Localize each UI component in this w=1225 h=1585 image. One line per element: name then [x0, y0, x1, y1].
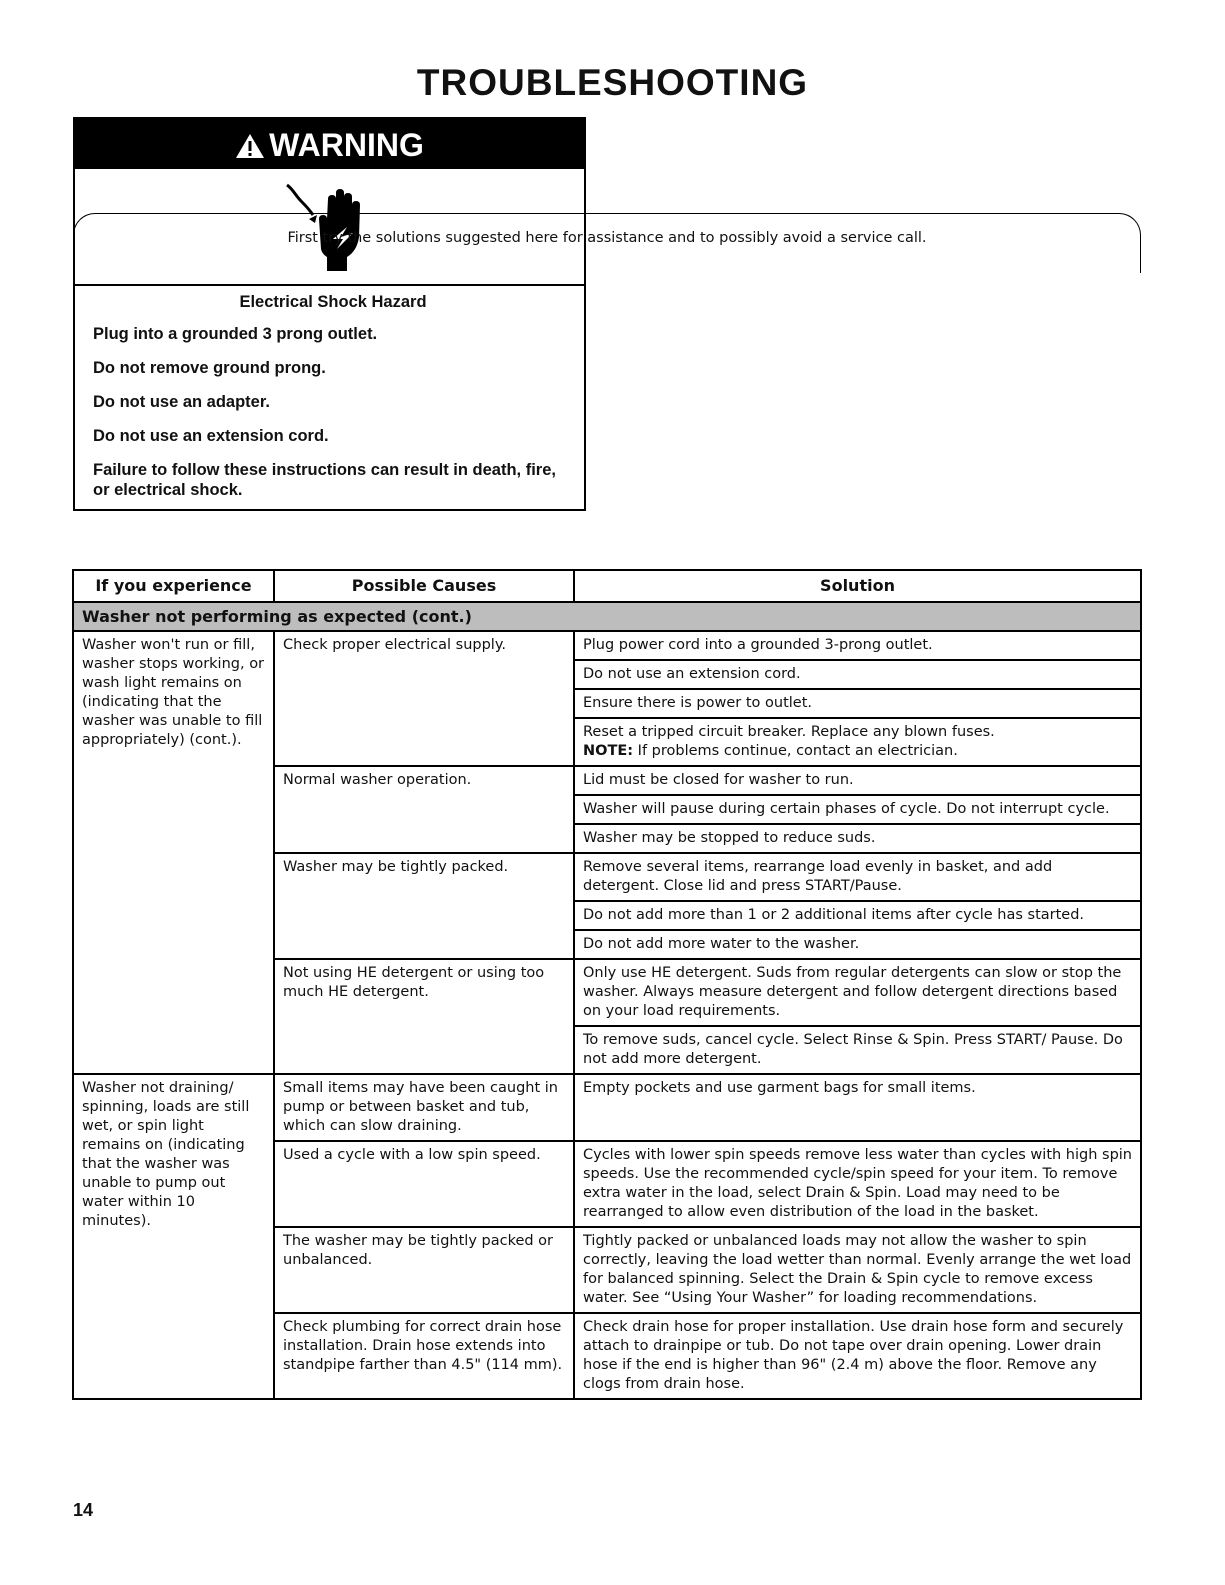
page-number: 14: [73, 1500, 94, 1520]
table-row: [73, 1074, 1141, 1141]
cause-cell: Not using HE detergent or using too much HE detergent.: [274, 959, 574, 1074]
solution-cell: Washer may be stopped to reduce suds.: [574, 824, 1141, 853]
solution-text: Reset a tripped circuit breaker. Replace any blown fuses.: [583, 724, 995, 740]
warning-text: [93, 292, 573, 514]
solution-cell: Do not add more than 1 or 2 additional items after cycle has started.: [574, 901, 1141, 930]
solution-cell: Check drain hose for proper installation. Use drain hose form and securely attach to drainpipe or tub. Do not tape over drain opening. Lower drain hose if the end is higher than 96" (2.4 m) above the floor. Remove any clogs from drain hose.: [574, 1313, 1141, 1399]
note-text: If problems continue, contact an electrician.: [633, 743, 958, 759]
solution-cell: Cycles with lower spin speeds remove less water than cycles with high spin speeds. Use the recommended cycle/spin speed for your item. To remove extra water in the load, select Drain & Spin. Load may need to be rearranged to allow even distribution of the load in the basket.: [574, 1141, 1141, 1227]
warning-line: Failure to follow these instructions can result in death, fire, or electrical shock.: [93, 461, 556, 499]
cause-cell: Washer may be tightly packed.: [274, 853, 574, 959]
solution-cell: Plug power cord into a grounded 3-prong outlet.: [574, 631, 1141, 660]
column-header: If you experience: [73, 570, 274, 602]
page-title: TROUBLESHOOTING: [416, 62, 809, 103]
warning-line: Do not use an adapter.: [93, 393, 270, 411]
solution-cell: [574, 718, 1141, 766]
cause-cell: Normal washer operation.: [274, 766, 574, 853]
solution-cell: Washer will pause during certain phases of cycle. Do not interrupt cycle.: [574, 795, 1141, 824]
hazard-title: Electrical Shock Hazard: [239, 293, 427, 311]
solution-cell: Ensure there is power to outlet.: [574, 689, 1141, 718]
cause-cell: Small items may have been caught in pump or between basket and tub, which can slow draining.: [274, 1074, 574, 1141]
section-row: [73, 602, 1141, 631]
cause-cell: Used a cycle with a low spin speed.: [274, 1141, 574, 1227]
cause-cell: Check plumbing for correct drain hose installation. Drain hose extends into standpipe farther than 4.5" (114 mm).: [274, 1313, 574, 1399]
column-header: Solution: [574, 570, 1141, 602]
column-header: Possible Causes: [274, 570, 574, 602]
solution-cell: Only use HE detergent. Suds from regular detergents can slow or stop the washer. Always measure detergent and follow detergent directions based on your load requirements.: [574, 959, 1141, 1026]
warning-header: [75, 119, 584, 169]
section-title: Washer not performing as expected (cont.): [73, 602, 1141, 631]
solution-cell: Empty pockets and use garment bags for small items.: [574, 1074, 1141, 1141]
note-label: NOTE:: [583, 743, 634, 759]
cause-cell: The washer may be tightly packed or unbalanced.: [274, 1227, 574, 1313]
warning-title: WARNING: [269, 127, 424, 163]
solution-cell: Remove several items, rearrange load evenly in basket, and add detergent. Close lid and press START/Pause.: [574, 853, 1141, 901]
experience-cell: Washer won't run or fill, washer stops working, or wash light remains on (indicating that the washer was unable to fill appropriately) (cont.).: [73, 631, 274, 1074]
troubleshooting-table: [72, 569, 1142, 1400]
warning-line: Do not remove ground prong.: [93, 359, 326, 377]
warning-triangle-icon: [235, 119, 265, 171]
table-header-row: [73, 570, 1141, 602]
cause-cell: Check proper electrical supply.: [274, 631, 574, 766]
warning-line: Plug into a grounded 3 prong outlet.: [93, 325, 378, 343]
solution-cell: Do not use an extension cord.: [574, 660, 1141, 689]
table-row: [73, 631, 1141, 660]
experience-cell: Washer not draining/ spinning, loads are still wet, or spin light remains on (indicating that the washer was unable to pump out water within 10 minutes).: [73, 1074, 274, 1399]
solution-cell: Tightly packed or unbalanced loads may not allow the washer to spin correctly, leaving the load wetter than normal. Evenly arrange the wet load for balanced spinning. Select the Drain & Spin cycle to remove excess water. See “Using Your Washer” for loading recommendations.: [574, 1227, 1141, 1313]
warning-line: Do not use an extension cord.: [93, 427, 329, 445]
solution-cell: To remove suds, cancel cycle. Select Rinse & Spin. Press START/ Pause. Do not add more detergent.: [574, 1026, 1141, 1074]
intro-text: First try the solutions suggested here for assistance and to possibly avoid a service call.: [287, 230, 927, 246]
solution-cell: Do not add more water to the washer.: [574, 930, 1141, 959]
solution-cell: Lid must be closed for washer to run.: [574, 766, 1141, 795]
